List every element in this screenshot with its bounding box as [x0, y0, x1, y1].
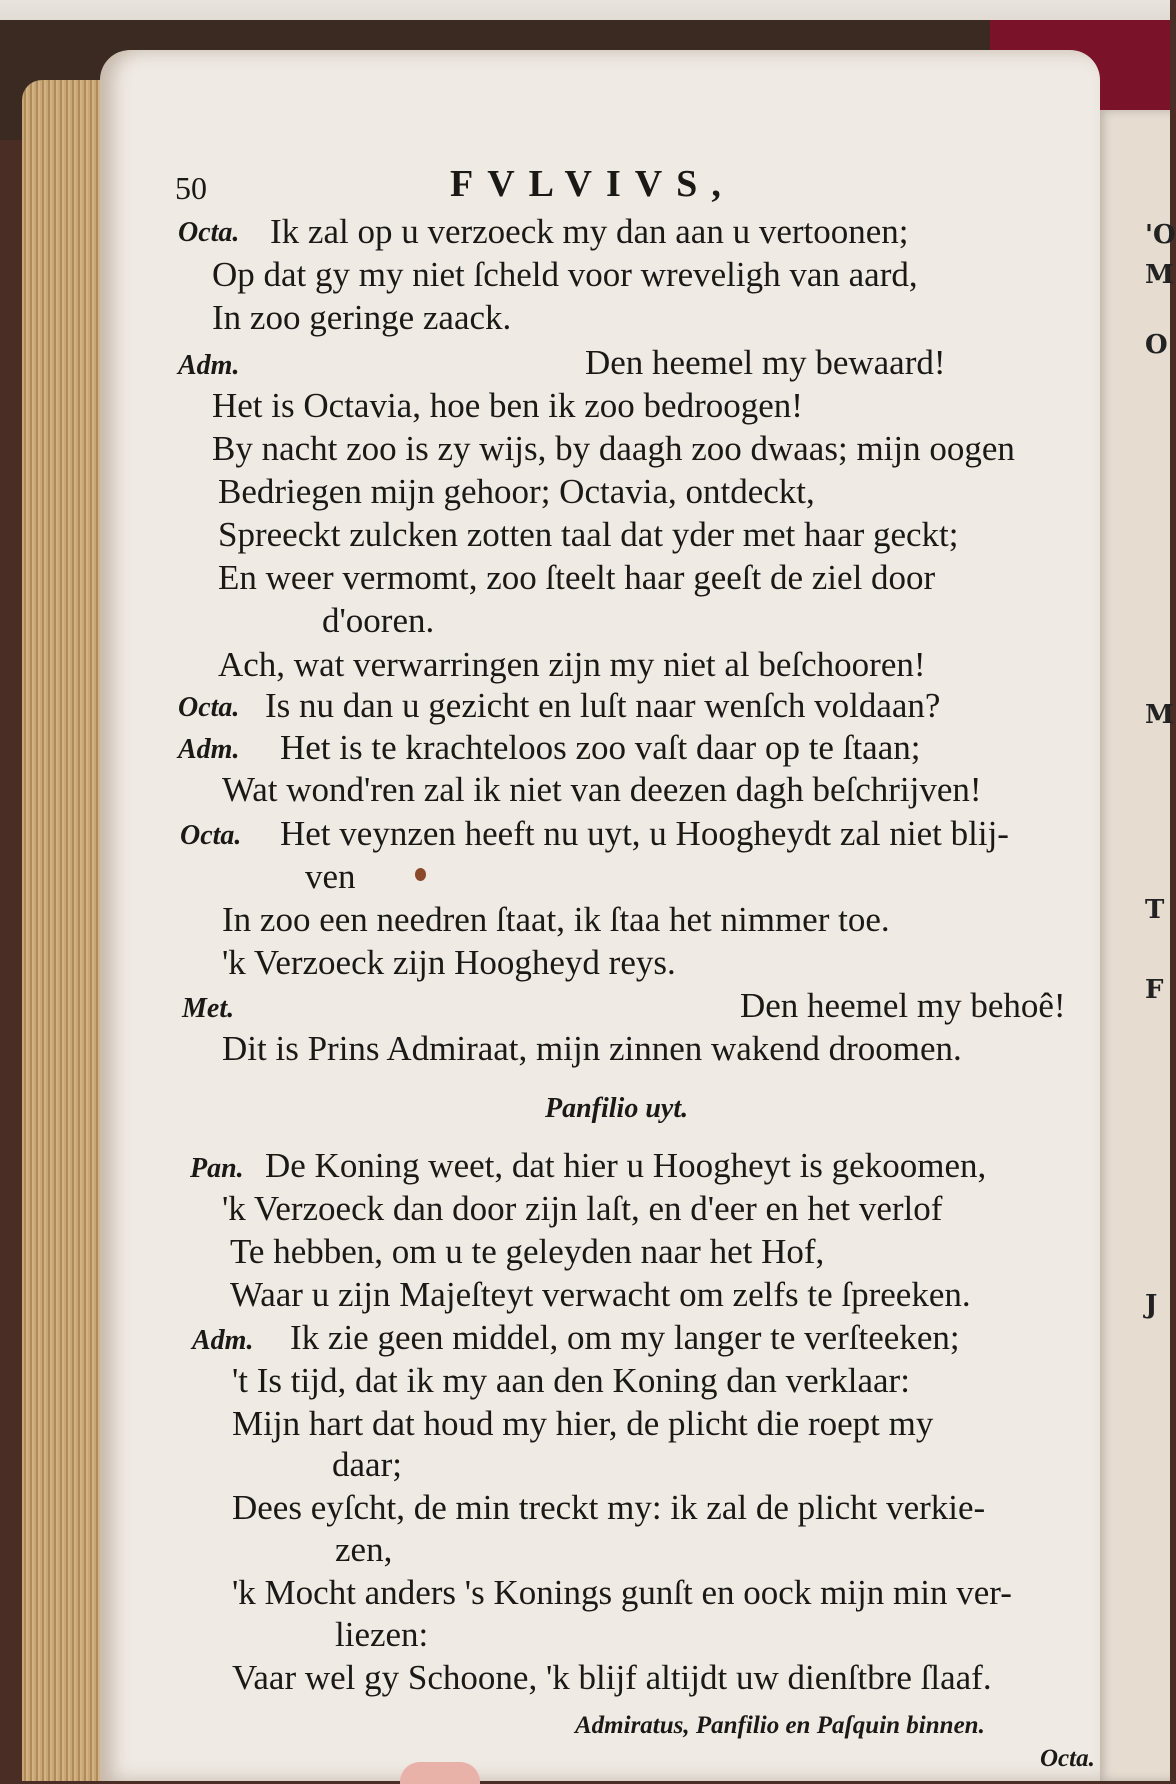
verse-line: daar;: [332, 1445, 402, 1484]
verse-line: Te hebben, om u te geleyden naar het Hof,: [230, 1232, 825, 1271]
facing-page-fragment: F: [1145, 975, 1164, 1005]
facing-page-fragment: J: [1145, 1290, 1158, 1320]
page-number: 50: [175, 170, 207, 206]
running-title: FVLVIVS,: [450, 163, 735, 205]
verse-line: En weer vermomt, zoo ſteelt haar geeſt de ziel door: [218, 558, 936, 597]
stage-direction: Panfilio uyt.: [545, 1093, 689, 1124]
verse-line: Dees eyſcht, de min treckt my: ik zal de plicht verkie-: [232, 1488, 986, 1527]
facing-page-fragment: M: [1145, 260, 1174, 290]
speaker-label: Met.: [182, 993, 235, 1024]
verse-line: Bedriegen mijn gehoor; Octavia, ontdeckt,: [218, 472, 815, 511]
facing-page-fragment: 'O: [1145, 220, 1176, 250]
verse-line: Het is Octavia, hoe ben ik zoo bedroogen!: [212, 386, 803, 425]
verse-line: Wat wond'ren zal ik niet van deezen dagh beſchrijven!: [222, 770, 982, 809]
speaker-label: Pan.: [190, 1153, 244, 1184]
paper-stain: [415, 868, 426, 881]
verse-line: ven: [305, 857, 356, 896]
speaker-label: Octa.: [180, 820, 242, 851]
stage-direction: Admiratus, Panfilio en Paſquin binnen.: [575, 1712, 985, 1739]
verse-line: Den heemel my behoê!: [740, 986, 1066, 1025]
verse-line: Dit is Prins Admiraat, mijn zinnen wakend droomen.: [222, 1029, 962, 1068]
verse-line: 'k Verzoeck dan door zijn laſt, en d'eer en het verlof: [222, 1189, 943, 1228]
verse-line: Is nu dan u gezicht en luſt naar wenſch voldaan?: [265, 686, 941, 725]
verse-line: liezen:: [335, 1615, 429, 1654]
facing-page: [1095, 110, 1176, 1781]
page-edges: [22, 80, 112, 1781]
verse-line: Het is te krachteloos zoo vaſt daar op te ſtaan;: [280, 728, 921, 767]
verse-line: Den heemel my bewaard!: [585, 343, 946, 382]
verse-line: 't Is tijd, dat ik my aan den Koning dan verklaar:: [232, 1361, 910, 1400]
thumb: [400, 1762, 480, 1784]
verse-line: Ik zal op u verzoeck my dan aan u vertoonen;: [270, 212, 909, 251]
verse-line: Waar u zijn Majeſteyt verwacht om zelfs te ſpreeken.: [230, 1275, 971, 1314]
verse-line: In zoo geringe zaack.: [212, 298, 512, 337]
verse-line: 'k Mocht anders 's Konings gunſt en oock mijn min ver-: [232, 1573, 1012, 1612]
verse-line: By nacht zoo is zy wijs, by daagh zoo dwaas; mijn oogen: [212, 429, 1015, 468]
verse-line: Ik zie geen middel, om my langer te verſteeken;: [290, 1318, 960, 1357]
speaker-label: Adm.: [178, 734, 240, 765]
verse-line: d'ooren.: [322, 601, 435, 640]
verse-line: Mijn hart dat houd my hier, de plicht die roept my: [232, 1404, 934, 1443]
verse-line: In zoo een needren ſtaat, ik ſtaa het nimmer toe.: [222, 900, 890, 939]
verse-line: 'k Verzoeck zijn Hoogheyd reys.: [222, 943, 676, 982]
verse-line: Spreeckt zulcken zotten taal dat yder met haar geckt;: [218, 515, 959, 554]
catchword: Octa.: [1040, 1745, 1095, 1772]
verse-line: Vaar wel gy Schoone, 'k blijf altijdt uw dienſtbre ſlaaf.: [232, 1658, 992, 1697]
facing-page-fragment: T: [1145, 895, 1165, 925]
speaker-label: Adm.: [192, 1325, 254, 1356]
verse-line: De Koning weet, dat hier u Hoogheyt is gekoomen,: [265, 1146, 987, 1185]
speaker-label: Adm.: [178, 350, 240, 381]
facing-page-fragment: M: [1145, 700, 1174, 730]
speaker-label: Octa.: [178, 692, 240, 723]
verse-line: Ach, wat verwarringen zijn my niet al beſchooren!: [218, 645, 926, 684]
verse-line: Op dat gy my niet ſcheld voor wreveligh van aard,: [212, 255, 918, 294]
verse-line: zen,: [335, 1530, 393, 1569]
speaker-label: Octa.: [178, 217, 240, 248]
facing-page-fragment: O: [1145, 330, 1168, 360]
verse-line: Het veynzen heeft nu uyt, u Hoogheydt zal niet blij-: [280, 814, 1009, 853]
